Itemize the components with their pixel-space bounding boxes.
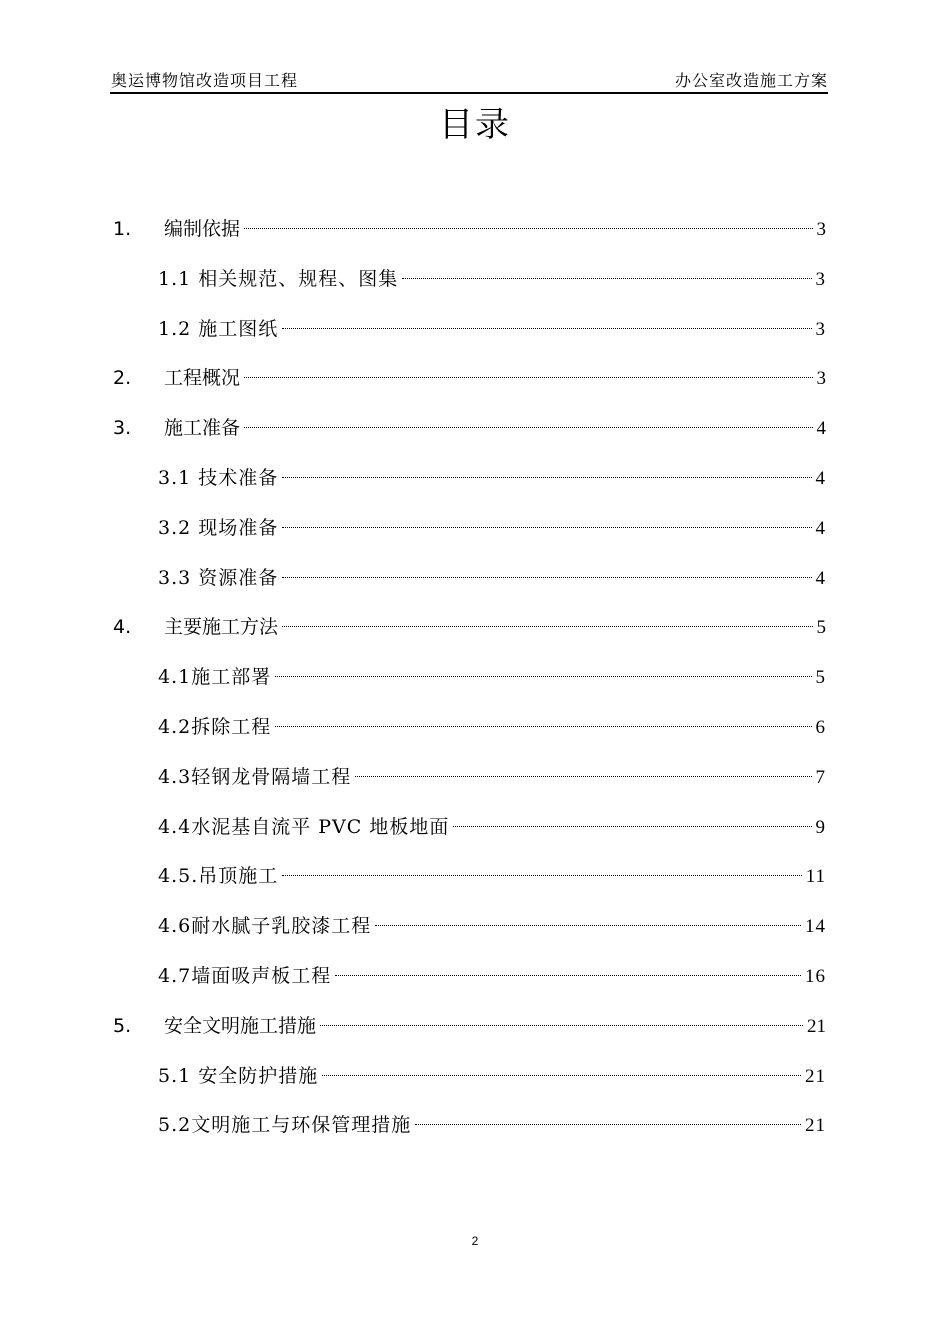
toc-entry[interactable] [158,262,826,296]
toc-entry[interactable] [113,411,826,445]
toc-dot-leader [282,875,801,876]
toc-entry-page: 7 [815,767,826,788]
toc-entry-page: 4 [815,568,826,589]
toc-dot-leader [282,577,811,578]
toc-entry-title: 3.3 资源准备 [158,567,279,589]
toc-entry-page: 14 [805,916,826,937]
toc-entry[interactable] [158,810,826,844]
toc-dot-leader [355,776,811,777]
toc-entry-title: 3.1 技术准备 [158,467,279,489]
toc-entry[interactable] [158,959,826,993]
toc-dot-leader [282,328,811,329]
toc-entry[interactable] [158,461,826,495]
toc-entry-page: 21 [807,1016,826,1037]
toc-dot-leader [275,726,811,727]
toc-dot-leader [375,925,801,926]
toc-entry-title: 4.6耐水腻子乳胶漆工程 [158,915,372,937]
toc-entry-page: 5 [816,617,826,638]
toc-dot-leader [282,477,811,478]
toc-entry-title: 编制依据 [164,218,241,240]
toc-dot-leader [244,427,812,428]
toc-entry-number: 3. [113,417,132,439]
toc-dot-leader [453,826,811,827]
toc-dot-leader [244,377,812,378]
toc-dot-leader [415,1124,801,1125]
footer-page-number: 2 [471,1234,479,1248]
toc-entry-title: 5.1 安全防护措施 [158,1065,319,1087]
toc-entry-page: 4 [816,418,826,439]
toc-entry-title: 主要施工方法 [164,616,279,638]
toc-dot-leader [402,278,811,279]
page-title: 目录 [439,105,511,145]
toc-entry-title: 4.1施工部署 [158,666,272,688]
toc-entry-title: 5.2文明施工与环保管理措施 [158,1114,412,1136]
toc-entry-page: 16 [805,966,826,987]
toc-entry-page: 3 [816,219,826,240]
toc-dot-leader [282,626,812,627]
toc-entry[interactable] [158,511,826,545]
toc-entry-title: 工程概况 [164,367,241,389]
toc-entry-title: 施工准备 [164,417,241,439]
toc-entry[interactable] [158,760,826,794]
toc-entry[interactable] [158,660,826,694]
toc-entry[interactable] [158,1108,826,1142]
toc-entry-title: 4.4水泥基自流平 PVC 地板地面 [158,816,450,838]
toc-entry[interactable] [113,610,826,644]
page-header-left: 奥运博物馆改造项目工程 [111,71,299,90]
toc-entry-page: 3 [815,319,826,340]
toc-dot-leader [244,228,812,229]
toc-entry-title: 安全文明施工措施 [164,1015,317,1037]
toc-entry-page: 4 [815,468,826,489]
page-header-right: 办公室改造施工方案 [674,71,828,90]
toc-entry-page: 4 [815,518,826,539]
toc-entry-page: 6 [815,717,826,738]
toc-entry-page: 11 [805,866,826,887]
toc-entry[interactable] [158,710,826,744]
toc-entry-number: 2. [113,367,132,389]
toc-entry[interactable] [158,909,826,943]
toc-entry-title: 1.1 相关规范、规程、图集 [158,268,399,290]
toc-entry-title: 3.2 现场准备 [158,517,279,539]
toc-dot-leader [322,1075,801,1076]
toc-entry-title: 4.5.吊顶施工 [158,865,279,887]
toc-entry[interactable] [158,859,826,893]
toc-entry[interactable] [113,1009,826,1043]
toc-dot-leader [335,975,801,976]
toc-entry-page: 21 [805,1115,826,1136]
toc-entry-page: 3 [816,368,826,389]
toc-entry-page: 21 [805,1066,826,1087]
toc-entry-page: 5 [815,667,826,688]
toc-entry[interactable] [158,561,826,595]
toc-entry[interactable] [158,312,826,346]
toc-entry-title: 4.3轻钢龙骨隔墙工程 [158,766,352,788]
toc-dot-leader [320,1025,803,1026]
toc-entry-number: 4. [113,616,132,638]
header-divider [110,92,828,94]
toc-entry[interactable] [113,361,826,395]
toc-entry-title: 1.2 施工图纸 [158,318,279,340]
toc-entry[interactable] [113,212,826,246]
toc-entry-page: 3 [815,269,826,290]
toc-entry-number: 5. [113,1015,132,1037]
toc-dot-leader [275,676,811,677]
toc-entry-page: 9 [815,817,826,838]
toc-entry[interactable] [158,1059,826,1093]
toc-entry-number: 1. [113,218,132,240]
toc-entry-title: 4.7墙面吸声板工程 [158,965,332,987]
toc-entry-title: 4.2拆除工程 [158,716,272,738]
toc-dot-leader [282,527,811,528]
